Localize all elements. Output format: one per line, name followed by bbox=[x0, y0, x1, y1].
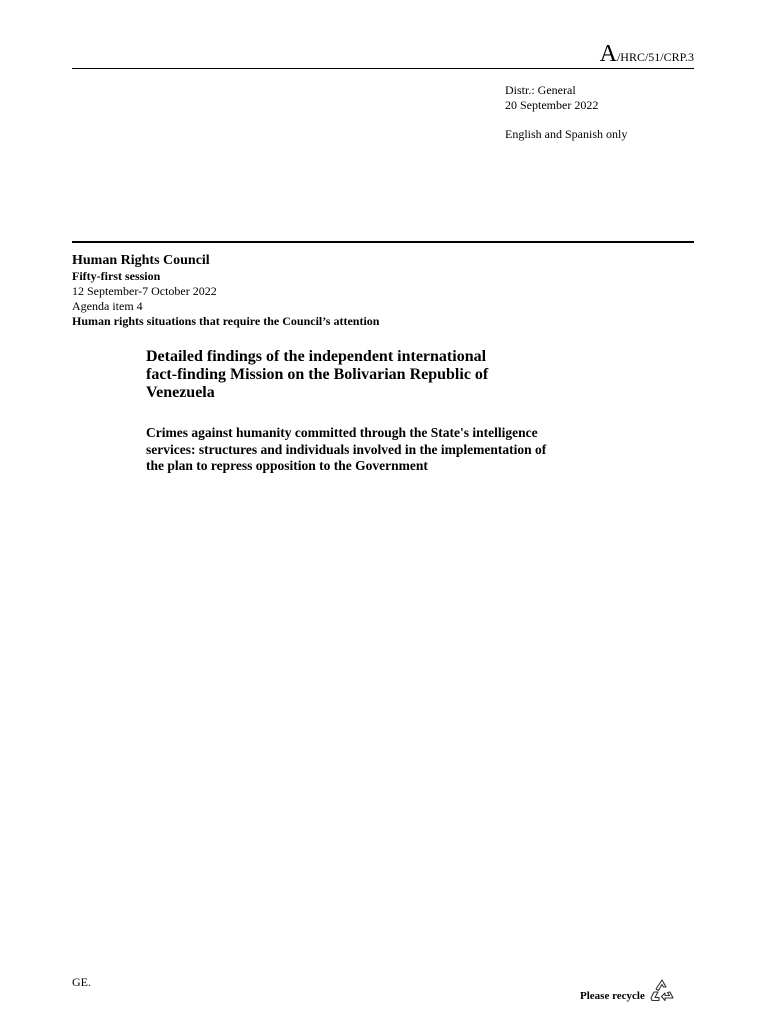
council-session: Fifty-first session bbox=[72, 269, 161, 283]
document-subtitle bbox=[146, 425, 626, 475]
distribution-block bbox=[505, 83, 627, 142]
council-block bbox=[72, 252, 379, 329]
document-subtitle-line: the plan to repress opposition to the Government bbox=[146, 458, 428, 473]
distribution-languages: English and Spanish only bbox=[505, 127, 628, 141]
document-title-line: fact-finding Mission on the Bolivarian Republic of bbox=[146, 366, 489, 383]
distribution-date: 20 September 2022 bbox=[505, 98, 599, 112]
document-symbol bbox=[600, 42, 694, 66]
distribution-type: Distr.: General bbox=[505, 83, 576, 97]
section-rule bbox=[72, 241, 694, 243]
council-name: Human Rights Council bbox=[72, 253, 210, 268]
recycle-label: Please recycle bbox=[580, 990, 645, 1002]
recycle-icon bbox=[649, 978, 675, 1004]
header-rule bbox=[72, 68, 694, 69]
agenda-item: Agenda item 4 bbox=[72, 299, 143, 313]
document-title-line: Detailed findings of the independent international bbox=[146, 348, 487, 365]
document-title-line: Venezuela bbox=[146, 384, 215, 401]
document-symbol-letter: A bbox=[599, 41, 617, 67]
agenda-title: Human rights situations that require the Council’s attention bbox=[72, 314, 380, 328]
council-dates: 12 September-7 October 2022 bbox=[72, 284, 217, 298]
footer-ge: GE. bbox=[72, 975, 91, 989]
document-subtitle-line: Crimes against humanity committed through the State's intelligence bbox=[146, 425, 538, 440]
recycle-notice bbox=[580, 978, 675, 1004]
document-subtitle-line: services: structures and individuals involved in the implementation of bbox=[146, 441, 547, 457]
document-title bbox=[146, 348, 606, 402]
document-symbol-code: /HRC/51/CRP.3 bbox=[616, 50, 694, 64]
